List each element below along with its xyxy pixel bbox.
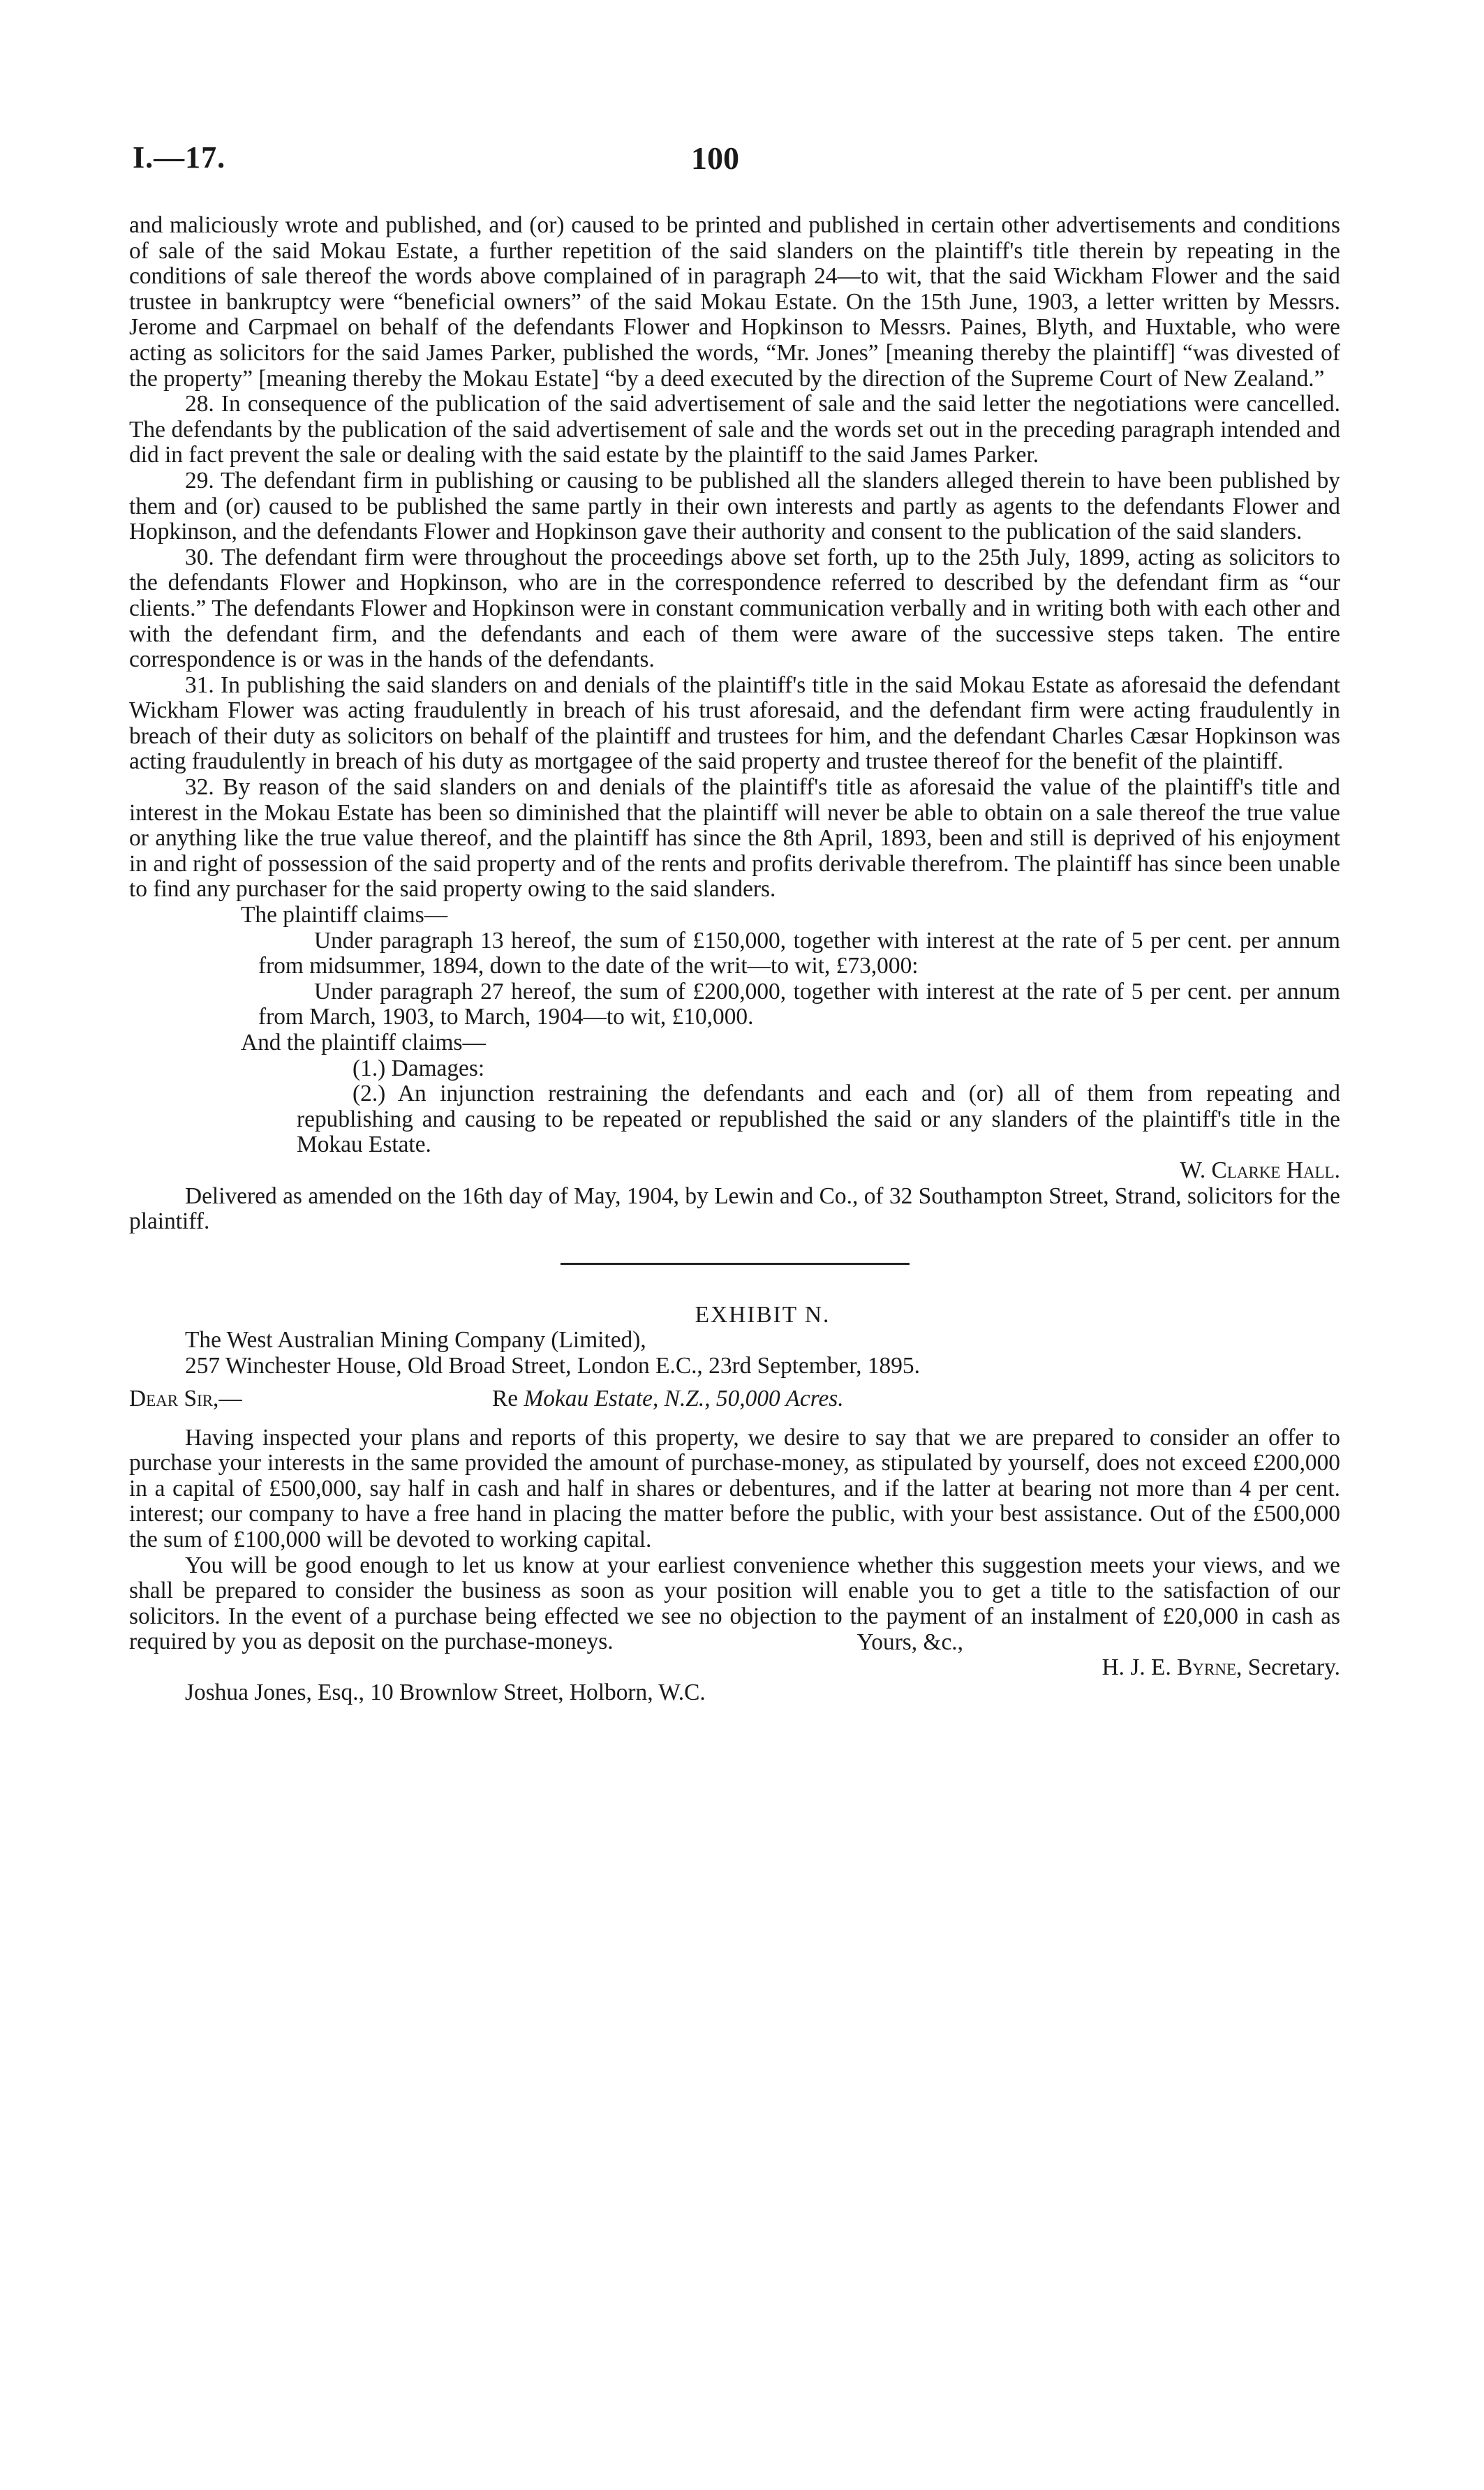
claim-paragraph-13: Under paragraph 13 hereof, the sum of £150,000, together with interest at the rate of 5 per cent. per annum from midsummer, 1894, down to the date of the writ—to wit, £73,000: xyxy=(258,927,1340,979)
company-name: The West Australian Mining Company (Limited), xyxy=(185,1327,646,1354)
signer-title: Secretary. xyxy=(1247,1654,1340,1680)
company-address: 257 Winchester House, Old Broad Street, London E.C., 23rd September, 1895. xyxy=(185,1352,920,1379)
document-reference: I.—17. xyxy=(133,140,226,175)
section-divider xyxy=(561,1263,910,1265)
claim-paragraph-27: Under paragraph 27 hereof, the sum of £200,000, together with interest at the rate of 5 per cent. per annum from March, 1903, to March, 1904—to wit, £10,000. xyxy=(258,978,1340,1030)
letter-body xyxy=(129,1425,1340,1655)
claims-second-heading: And the plaintiff claims— xyxy=(241,1030,486,1055)
paragraph-28: 28. In consequence of the publication of the said advertisement of sale and the said letter the negotiations were cancelled. The defendants by the publication of the said advertisement of sale and the words set out in the preceding paragraph intended and did in fact prevent the sale or dealing with the said estate by the plaintiff to the said James Parker. xyxy=(129,391,1340,468)
paragraph-32: 32. By reason of the said slanders on and denials of the plaintiff's title as aforesaid the value of the plaintiff's title and interest in the Mokau Estate has been so diminished that the plaintiff will never be able to obtain on a sale thereof the true value or anything like the true value thereof, and the plaintiff has since the 8th April, 1893, been and still is deprived of his enjoyment in and right of possession of the said property and of the rents and profits derivable therefrom. The plaintiff has since been unable to find any purchaser for the said property owing to the said slanders. xyxy=(129,774,1340,903)
signature: W. Clarke Hall. xyxy=(1180,1157,1340,1183)
page-number: 100 xyxy=(691,140,739,176)
addressee: Joshua Jones, Esq., 10 Brownlow Street, Holborn, W.C. xyxy=(185,1680,706,1706)
salutation-line xyxy=(129,1384,1340,1416)
claim-damages: (1.) Damages: xyxy=(353,1055,485,1081)
letter-paragraph: Having inspected your plans and reports of this property, we desire to say that we are prepared to consider an offer to purchase your interests in the same provided the amount of purchase-money, as stipulated by yourself, does not exceed £200,000 in a capital of £500,000, say half in cash and half in shares or debentures, and if the latter at bearing not more than 4 per cent. interest; our company to have a free hand in placing the matter before the public, with your best assistance. Out of the £500,000 the sum of £100,000 will be devoted to working capital. xyxy=(129,1424,1340,1552)
subject-text: Mokau Estate, N.Z., 50,000 Acres. xyxy=(524,1385,844,1411)
subject-prefix: Re xyxy=(492,1385,519,1411)
letter-signer xyxy=(129,1655,1340,1681)
closing: Yours, &c., xyxy=(856,1629,963,1655)
signer-name: H. J. E. Byrne, xyxy=(1101,1654,1242,1680)
subject-line xyxy=(492,1386,844,1412)
claim-injunction: (2.) An injunction restraining the defendants and each and (or) all of them from repeating and republishing and causing to be repeated or republished the said or any slanders of the plaintiff's title in the Mokau Estate. xyxy=(297,1081,1340,1158)
document-body xyxy=(129,213,1340,1706)
paragraph-29: 29. The defendant firm in publishing or causing to be published all the slanders alleged therein to have been published by them and (or) caused to be published the same partly in their own interests and partly as agents to the defendants Flower and Hopkinson, and the defendants Flower and Hopkinson gave their authority and consent to the publication of the said slanders. xyxy=(129,467,1340,545)
paragraph-continuation: and maliciously wrote and published, and (or) caused to be printed and published in certain other advertisements and conditions of sale of the said Mokau Estate, a further repetition of the said slanders on the plaintiff's title therein by repeating in the conditions of sale thereof the words above complained of in paragraph 24—to wit, that the said Wickham Flower and the said trustee in bankruptcy were “beneficial owners” of the said Mokau Estate. On the 15th June, 1903, a letter written by Messrs. Jerome and Carpmael on behalf of the defendants Flower and Hopkinson to Messrs. Paines, Blyth, and Huxtable, who were acting as solicitors for the said James Parker, published the words, “Mr. Jones” [meaning thereby the plaintiff] “was divested of the property” [meaning thereby the Mokau Estate] “by a deed executed by the direction of the Supreme Court of New Zealand.” xyxy=(129,212,1340,392)
delivery-note: Delivered as amended on the 16th day of May, 1904, by Lewin and Co., of 32 Southampton Street, Strand, solicitors for the plaintiff. xyxy=(129,1183,1340,1235)
claims-heading: The plaintiff claims— xyxy=(241,902,448,928)
paragraph-30: 30. The defendant firm were throughout the proceedings above set forth, up to the 25th July, 1899, acting as solicitors to the defendants Flower and Hopkinson, who are in the correspondence referred to described by the defendant firm as “our clients.” The defendants Flower and Hopkinson were in constant communication verbally and in writing both with each other and with the defendant firm, and the defendants and each of them were aware of the successive steps taken. The entire correspondence is or was in the hands of the defendants. xyxy=(129,544,1340,673)
letter-paragraph: You will be good enough to let us know at your earliest convenience whether this suggestion meets your views, and we shall be prepared to consider the business as soon as your position will enable you to get a title to the satisfaction of our solicitors. In the event of a purchase being effected we see no objection to the payment of an instalment of £20,000 in cash as required by you as deposit on the purchase-moneys. xyxy=(129,1552,1340,1655)
salutation: Dear Sir,— xyxy=(129,1385,242,1411)
exhibit-title: EXHIBIT N. xyxy=(695,1301,831,1328)
paragraph-31: 31. In publishing the said slanders on and denials of the plaintiff's title in the said Mokau Estate as aforesaid the defendant Wickham Flower was acting fraudulently in breach of his trust aforesaid, and the defendant firm were acting fraudulently in breach of their duty as solicitors on behalf of the plaintiff and trustees for him, and the defendant Charles Cæsar Hopkinson was acting fraudulently in breach of his duty as mortgagee of the said property and trustee thereof for the benefit of the plaintiff. xyxy=(129,672,1340,775)
